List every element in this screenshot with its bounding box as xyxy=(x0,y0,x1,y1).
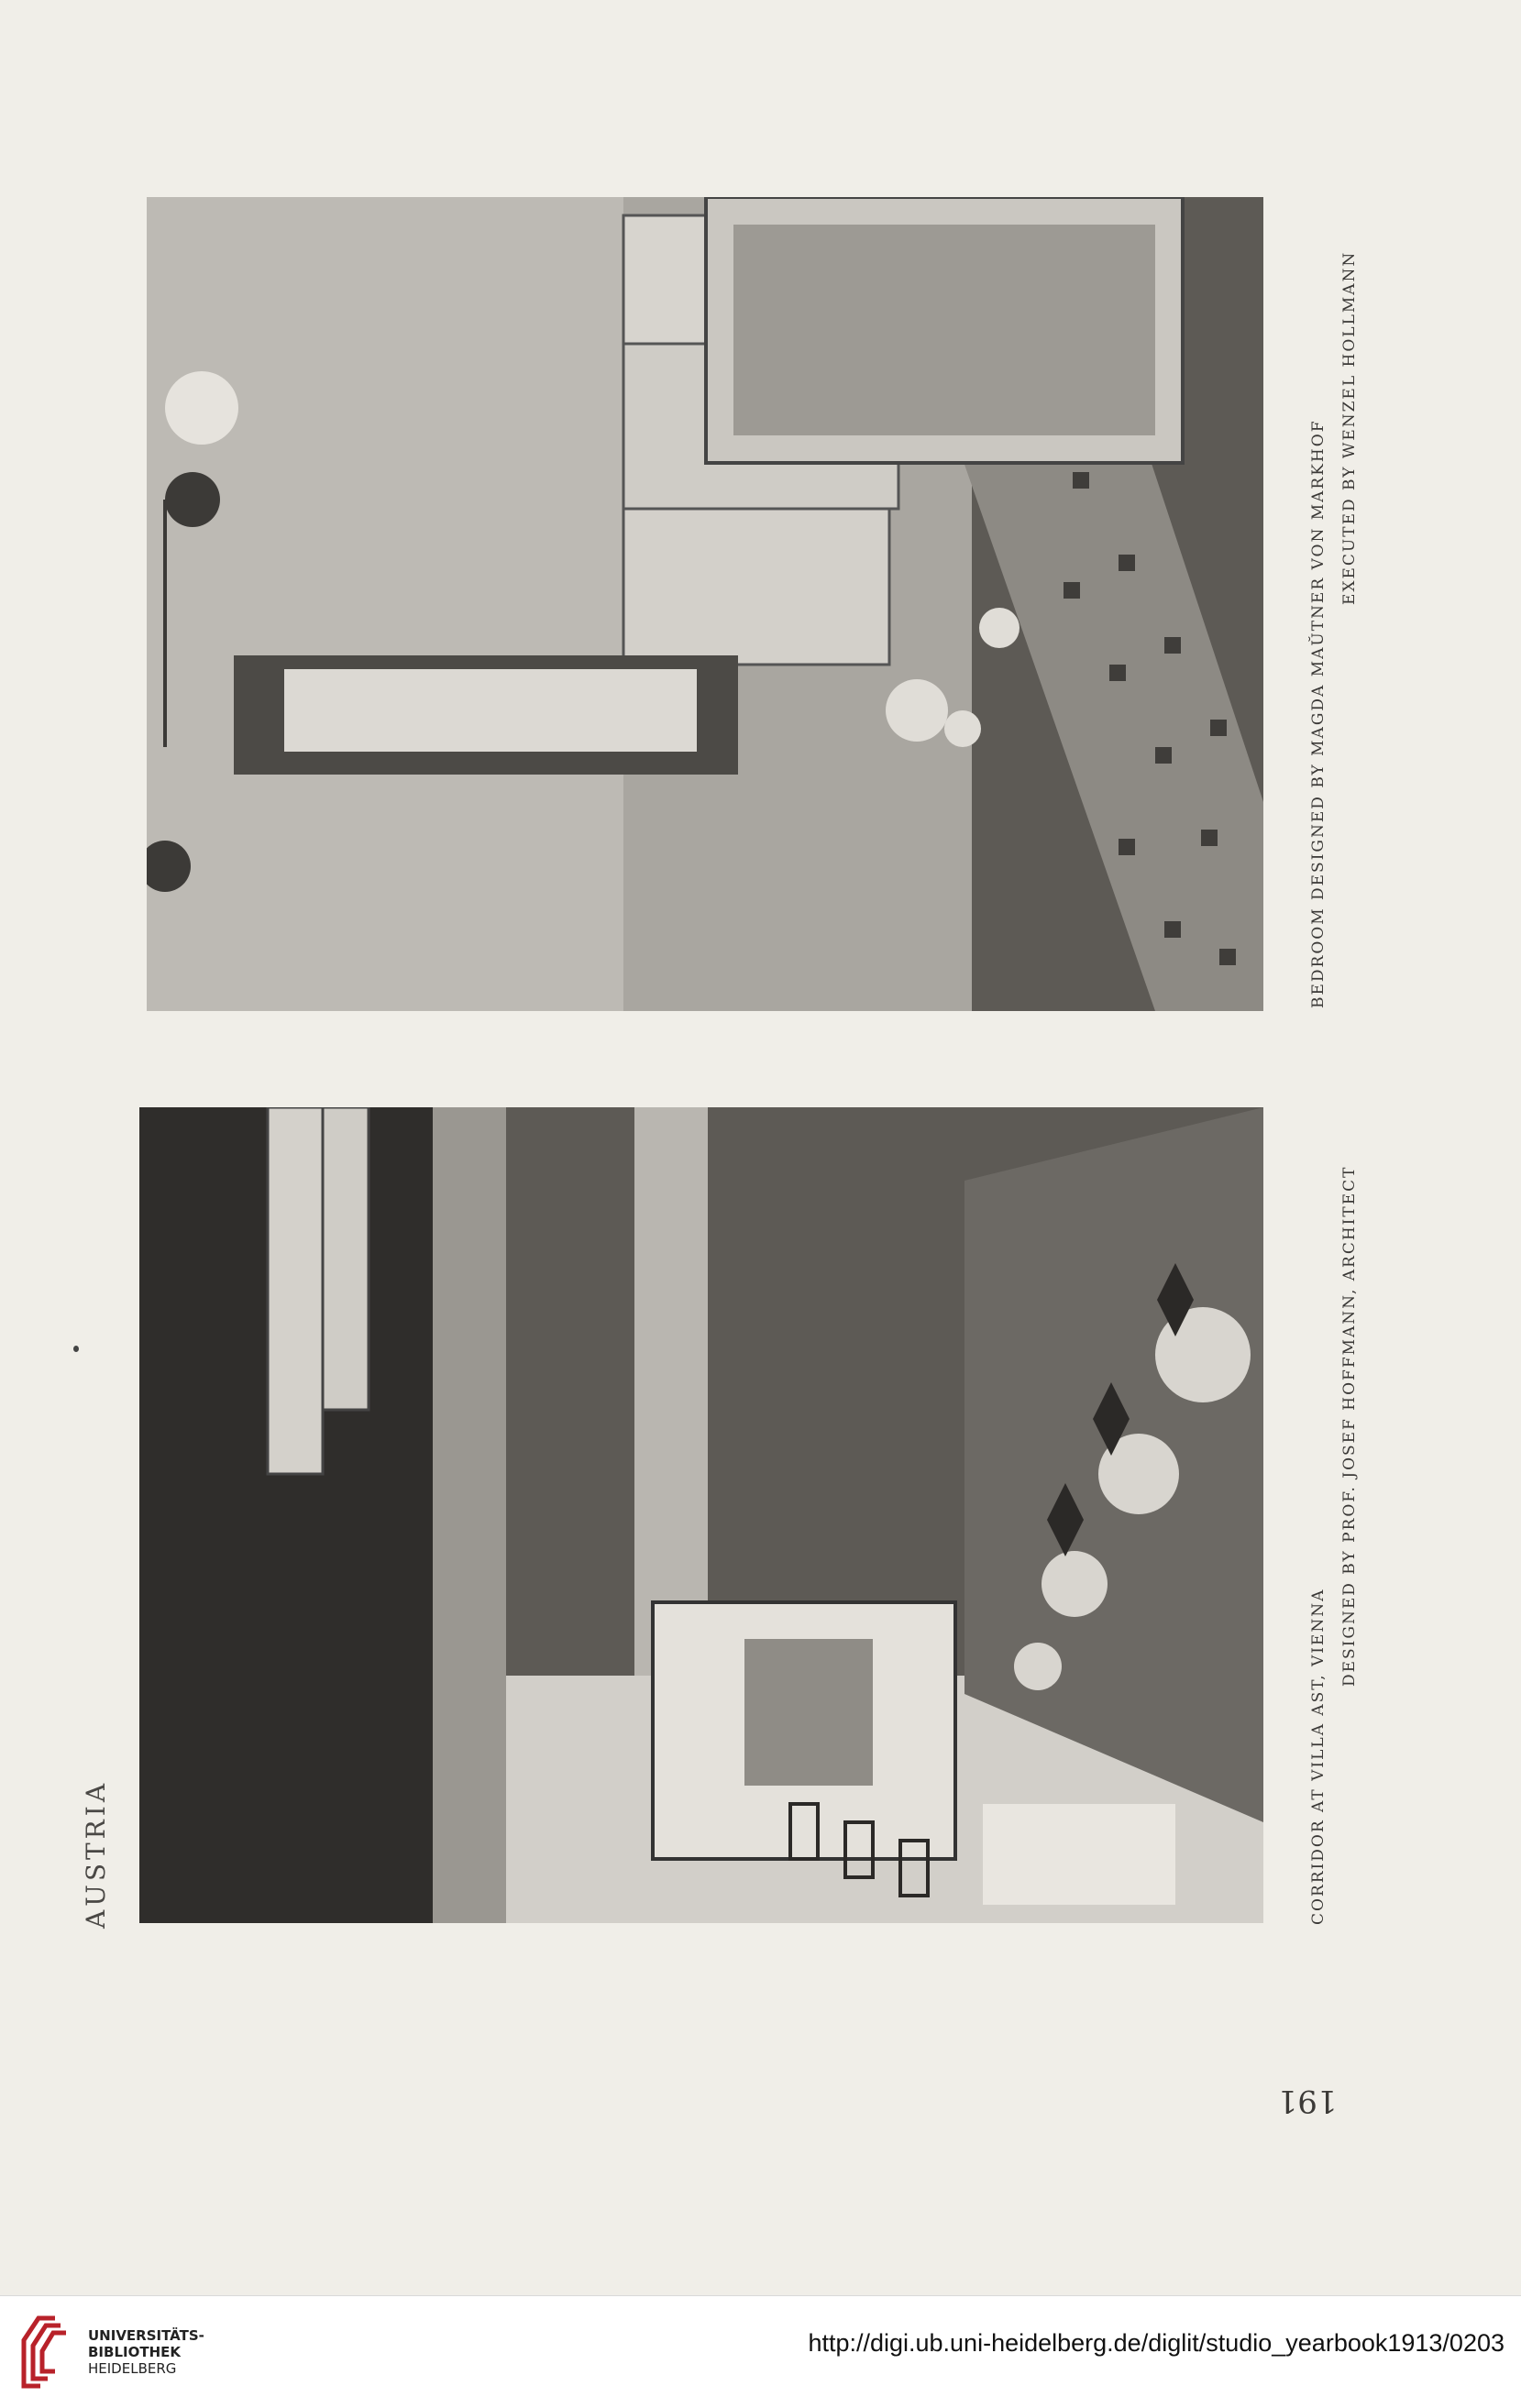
corridor-caption-line2: DESIGNED BY PROF. JOSEF HOFFMANN, ARCHITECT xyxy=(1340,1165,1359,1687)
library-logo-icon xyxy=(18,2313,77,2392)
bedroom-photo xyxy=(147,197,1263,1011)
corridor-photo xyxy=(139,1107,1263,1923)
page-speck xyxy=(73,1346,79,1352)
library-name-line2: BIBLIOTHEK xyxy=(88,2344,181,2360)
source-url-link[interactable]: http://digi.ub.uni-heidelberg.de/diglit/studio_yearbook1913/0203 xyxy=(808,2329,1504,2357)
library-name-line1: UNIVERSITÄTS- xyxy=(88,2327,204,2344)
bedroom-caption-line1: BEDROOM DESIGNED BY MAGDA MAŬTNER VON MARKHOF xyxy=(1309,419,1328,1008)
bedroom-caption-line2: EXECUTED BY WENZEL HOLLMANN xyxy=(1340,250,1359,605)
corridor-photo-image xyxy=(139,1107,1263,1923)
bedroom-photo-image xyxy=(147,197,1263,1011)
footer-bar xyxy=(0,2295,1521,2408)
library-name-line3: HEIDELBERG xyxy=(88,2360,177,2377)
section-label: AUSTRIA xyxy=(81,1779,111,1929)
corridor-caption-line1: CORRIDOR AT VILLA AST, VIENNA xyxy=(1309,1588,1328,1925)
page-number: 191 xyxy=(1277,2083,1338,2119)
library-name xyxy=(88,2327,204,2377)
